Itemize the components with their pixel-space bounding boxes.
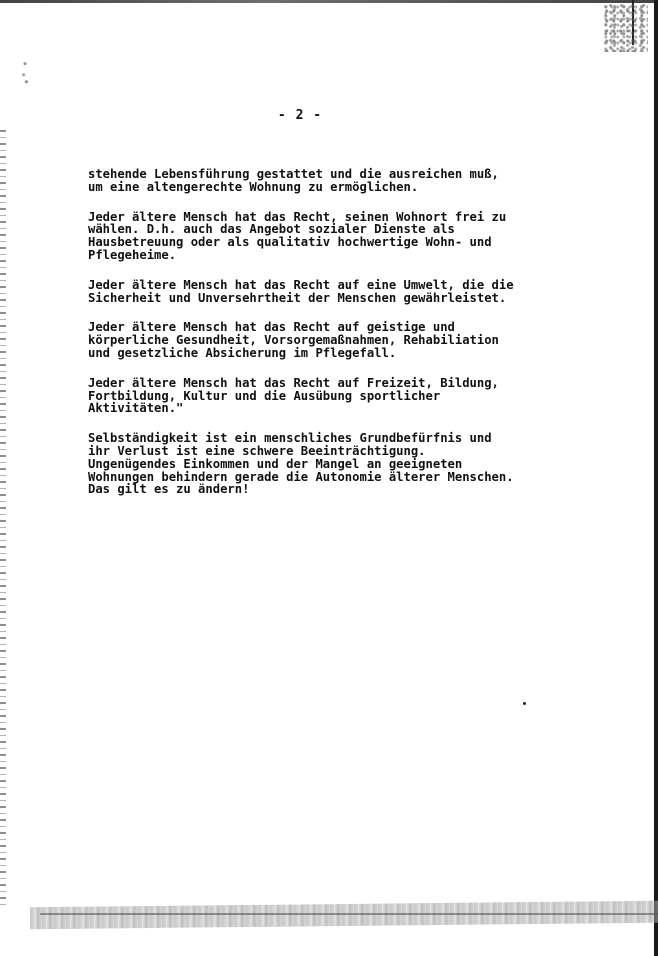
paragraph-2 bbox=[88, 211, 518, 262]
scan-edge-top bbox=[0, 0, 658, 3]
text-line: Jeder ältere Mensch hat das Recht auf eine Umwelt, die die bbox=[88, 277, 514, 292]
scan-edge-bottom bbox=[30, 901, 658, 930]
text-line: Selbständigkeit ist ein menschliches Grundbefürfnis und bbox=[88, 431, 492, 446]
text-line: Jeder ältere Mensch hat das Recht auf geistige und bbox=[88, 320, 455, 335]
text-line: und gesetzliche Absicherung im Pflegefall. bbox=[88, 345, 397, 360]
text-line: ihr Verlust ist eine schwere Beeinträchtigung. bbox=[88, 443, 426, 458]
paragraph-5 bbox=[88, 377, 518, 415]
text-line: Aktivitäten." bbox=[88, 401, 184, 416]
text-line: Das gilt es zu ändern! bbox=[88, 482, 250, 497]
scan-edge-right bbox=[654, 0, 658, 956]
text-line: stehende Lebensführung gestattet und die ausreichen muß, bbox=[88, 167, 499, 181]
paragraph-3 bbox=[88, 279, 518, 305]
text-line: Pflegeheime. bbox=[88, 247, 177, 262]
paragraph-6 bbox=[88, 432, 518, 496]
scan-corner-speckle bbox=[604, 4, 648, 52]
text-line: wählen. D.h. auch das Angebot sozialer Dienste als bbox=[88, 222, 455, 237]
paragraph-1 bbox=[88, 168, 518, 194]
text-line: Wohnungen behindern gerade die Autonomie älterer Menschen. bbox=[88, 469, 514, 484]
text-line: Hausbetreuung oder als qualitativ hochwertige Wohn- und bbox=[88, 235, 492, 250]
scan-dot-mark bbox=[523, 702, 526, 705]
text-line: körperliche Gesundheit, Vorsorgemaßnahmen, Rehabiliation bbox=[88, 333, 499, 348]
scan-edge-bottom-line bbox=[40, 913, 658, 915]
text-line: Ungenügendes Einkommen und der Mangel an geeigneten bbox=[88, 456, 463, 471]
scan-edge-left bbox=[0, 130, 6, 910]
text-line: Jeder ältere Mensch hat das Recht auf Freizeit, Bildung, bbox=[88, 375, 499, 390]
text-line: um eine altengerechte Wohnung zu ermöglichen. bbox=[88, 179, 419, 194]
body-text bbox=[88, 168, 518, 513]
page-number: - 2 - bbox=[277, 108, 323, 123]
text-line: Sicherheit und Unversehrtheit der Menschen gewährleistet. bbox=[88, 290, 507, 305]
paragraph-4 bbox=[88, 321, 518, 359]
text-line: Fortbildung, Kultur und die Ausübung sportlicher bbox=[88, 388, 441, 403]
scan-top-left-mark bbox=[18, 58, 32, 86]
text-line: Jeder ältere Mensch hat das Recht, seinen Wohnort frei zu bbox=[88, 209, 507, 224]
